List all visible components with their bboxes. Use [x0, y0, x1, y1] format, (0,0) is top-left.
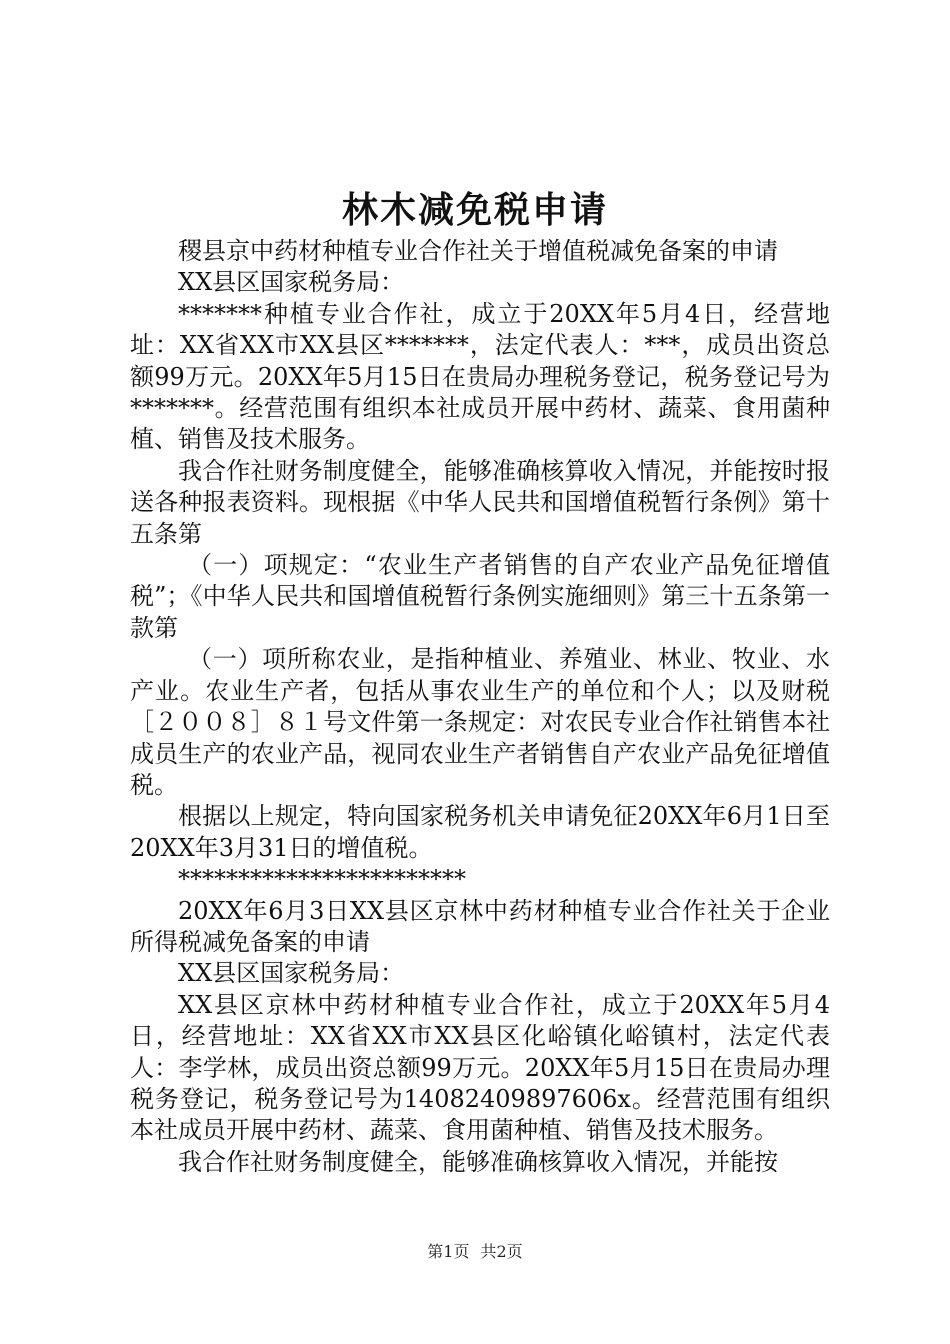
paragraph-intro-2: XX县区京林中药材种植专业合作社，成立于20XX年5月4日，经营地址：XX省XX市XX县区化峪镇化峪镇村，法定代表人：李学林，成员出资总额99万元。20XX年5月15日在贵局办理税务登记，税务登记号为14082409897606x。经营范围有组织本社成员开展中药材、蔬菜、食用菌种植、销售及技术服务。: [130, 990, 830, 1145]
paragraph-finance-2: 我合作社财务制度健全，能够准确核算收入情况，并能按: [178, 1147, 778, 1176]
paragraph-clause-1: （一）项规定：“农业生产者销售的自产农业产品免征增值税”；《中华人民共和国增值税暂行条例实施细则》第三十五条第一款第: [130, 551, 830, 642]
paragraph-finance: 我合作社财务制度健全，能够准确核算收入情况，并能按时报送各种报表资料。现根据《中华人民共和国增值税暂行条例》第十五条第: [130, 456, 830, 548]
document-title: 林木减免税申请: [341, 189, 608, 231]
page-number: 第1页: [427, 1242, 470, 1261]
paragraph-request: 根据以上规定，特向国家税务机关申请免征20XX年6月1日至20XX年3月31日的增值税。: [130, 802, 830, 862]
page-total: 共2页: [480, 1242, 523, 1261]
paragraph-clause-2: （一）项所称农业，是指种植业、养殖业、林业、牧业、水产业。农业生产者，包括从事农业生产的单位和个人；以及财税［２００８］８１号文件第一条规定：对农民专业合作社销售本社成员生产的农业产品，视同农业生产者销售自产农业产品免征增值税。: [130, 645, 830, 799]
paragraph-addressee: XX县区国家税务局：: [178, 268, 405, 297]
paragraph-subject-2: 20XX年6月3日XX县区京林中药材种植专业合作社关于企业所得税减免备案的申请: [130, 896, 830, 956]
paragraph-separator: ************************: [178, 865, 466, 894]
document-body: [130, 236, 830, 1178]
page-footer: [0, 1241, 950, 1263]
paragraph-addressee-2: XX县区国家税务局：: [178, 959, 405, 988]
paragraph-subject: 稷县京中药材种植专业合作社关于增值税减免备案的申请: [178, 237, 778, 265]
paragraph-intro: *******种植专业合作社，成立于20XX年5月4日，经营地址：XX省XX市XX县区*******，法定代表人：***，成员出资总额99万元。20XX年5月15日在贵局办理税务登记，税务登记号为*******。经营范围有组织本社成员开展中药材、蔬菜、食用菌种植、销售及技术服务。: [130, 299, 830, 454]
